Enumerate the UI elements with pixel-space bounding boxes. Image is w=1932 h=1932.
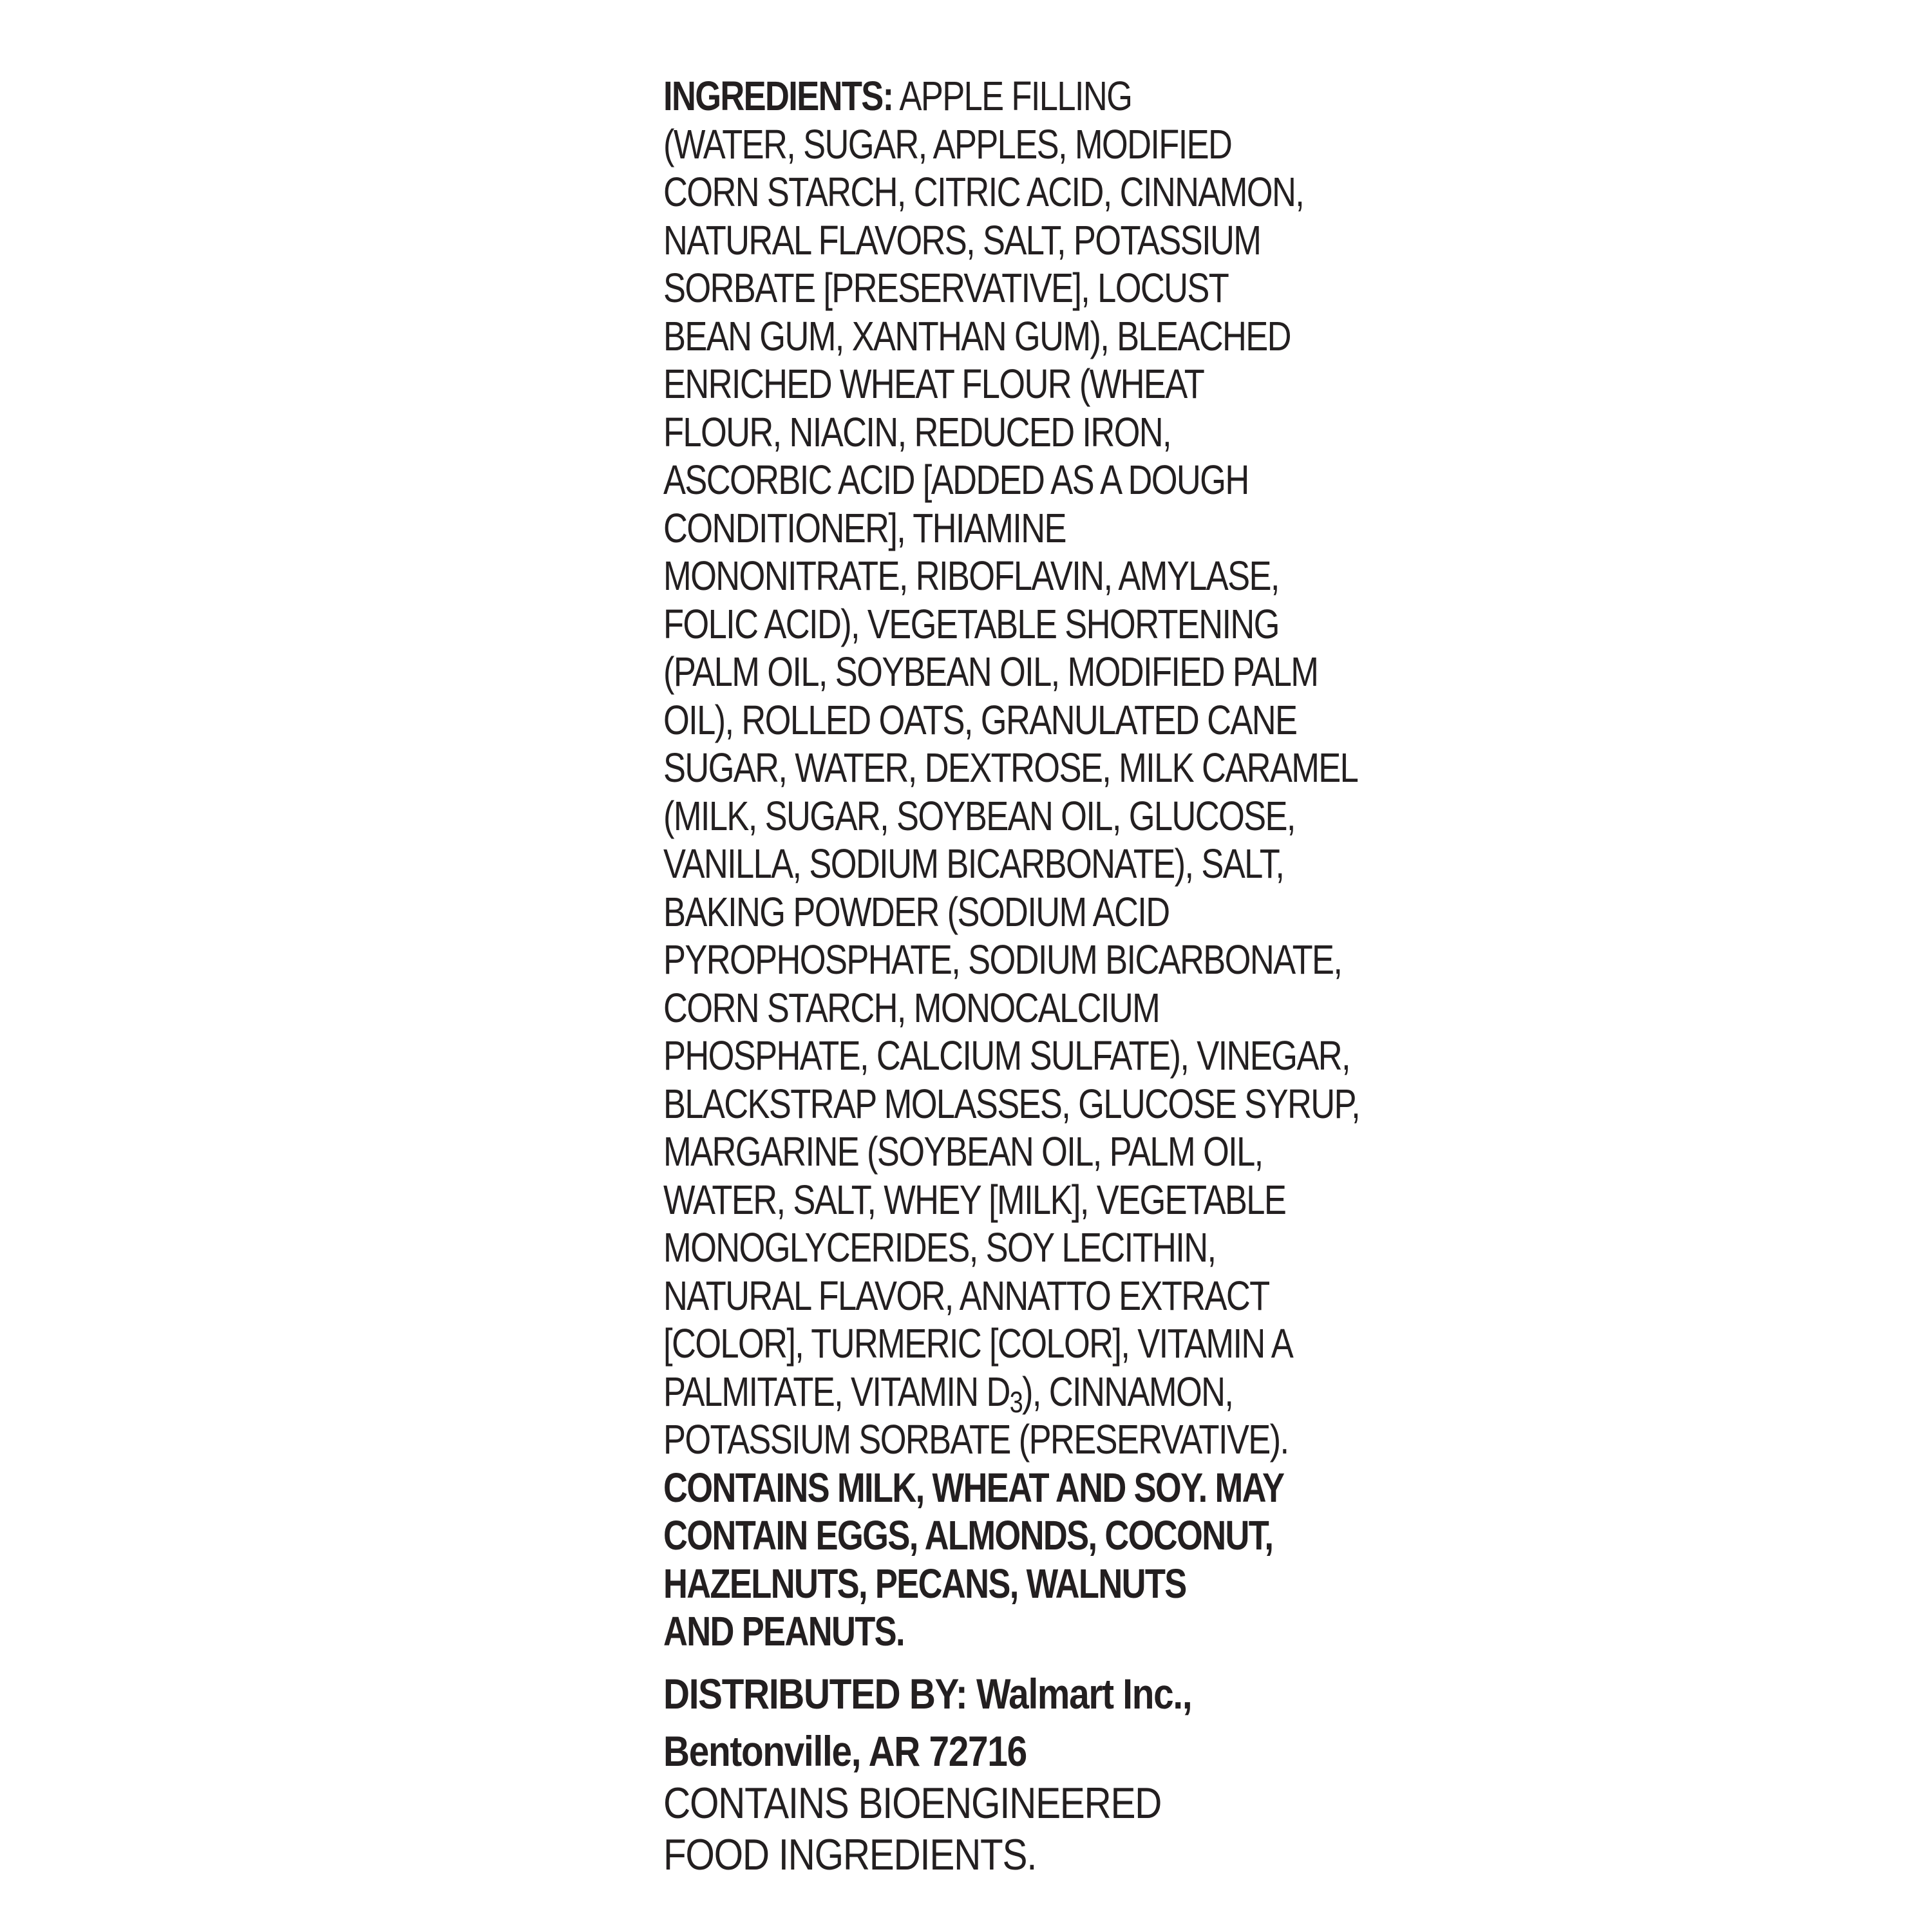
vitamin-line-suffix: ), CINNAMON, <box>1022 1368 1233 1415</box>
ingredients-line: OIL), ROLLED OATS, GRANULATED CANE <box>663 696 1297 743</box>
ingredients-line: (WATER, SUGAR, APPLES, MODIFIED <box>663 120 1232 167</box>
allergen-line: CONTAINS MILK, WHEAT AND SOY. MAY <box>663 1464 1284 1511</box>
ingredients-line: CORN STARCH, CITRIC ACID, CINNAMON, <box>663 169 1304 215</box>
ingredients-line: ENRICHED WHEAT FLOUR (WHEAT <box>663 361 1204 407</box>
ingredients-line: PHOSPHATE, CALCIUM SULFATE), VINEGAR, <box>663 1032 1350 1079</box>
ingredients-line: FOLIC ACID), VEGETABLE SHORTENING <box>663 600 1279 647</box>
ingredients-line: WATER, SALT, WHEY [MILK], VEGETABLE <box>663 1176 1286 1223</box>
ingredients-line: SORBATE [PRESERVATIVE], LOCUST <box>663 265 1229 311</box>
ingredients-line: ASCORBIC ACID [ADDED AS A DOUGH <box>663 457 1249 503</box>
ingredients-line: MARGARINE (SOYBEAN OIL, PALM OIL, <box>663 1128 1263 1175</box>
ingredients-line: CONDITIONER], THIAMINE <box>663 504 1066 551</box>
vitamin-line-prefix: PALMITATE, VITAMIN D <box>663 1368 1010 1415</box>
ingredients-line: FLOUR, NIACIN, REDUCED IRON, <box>663 408 1171 455</box>
bioengineered-line: FOOD INGREDIENTS. <box>663 1830 1037 1879</box>
allergen-line: CONTAIN EGGS, ALMONDS, COCONUT, <box>663 1512 1273 1558</box>
bioengineered-line: CONTAINS BIOENGINEERED <box>663 1779 1162 1828</box>
ingredients-line: NATURAL FLAVOR, ANNATTO EXTRACT <box>663 1272 1269 1319</box>
ingredients-line: NATURAL FLAVORS, SALT, POTASSIUM <box>663 216 1261 263</box>
vitamin-subscript: 3 <box>1009 1385 1023 1419</box>
ingredients-line <box>663 72 1191 120</box>
ingredients-line: BLACKSTRAP MOLASSES, GLUCOSE SYRUP, <box>663 1080 1360 1127</box>
ingredients-line: (PALM OIL, SOYBEAN OIL, MODIFIED PALM <box>663 649 1318 695</box>
ingredients-panel <box>663 72 1360 1656</box>
ingredients-line: BAKING POWDER (SODIUM ACID <box>663 888 1170 935</box>
allergen-line: HAZELNUTS, PECANS, WALNUTS <box>663 1560 1186 1607</box>
ingredients-line: PYROPHOSPHATE, SODIUM BICARBONATE, <box>663 936 1342 983</box>
ingredients-line: SUGAR, WATER, DEXTROSE, MILK CARAMEL <box>663 744 1358 791</box>
ingredients-line: VANILLA, SODIUM BICARBONATE), SALT, <box>663 840 1284 887</box>
ingredients-line <box>663 1368 1233 1419</box>
ingredients-heading: INGREDIENTS: <box>663 73 893 119</box>
allergen-statement <box>663 1464 1284 1656</box>
ingredients-line: CORN STARCH, MONOCALCIUM <box>663 984 1160 1031</box>
bioengineered-disclosure <box>663 1777 1161 1880</box>
distributor-statement <box>663 1665 1191 1780</box>
distributor-line: DISTRIBUTED BY: Walmart Inc., <box>663 1670 1192 1718</box>
ingredients-line: POTASSIUM SORBATE (PRESERVATIVE). <box>663 1416 1289 1463</box>
allergen-line: AND PEANUTS. <box>663 1608 904 1654</box>
ingredients-first-line-text: APPLE FILLING <box>893 73 1132 119</box>
ingredients-line: MONOGLYCERIDES, SOY LECITHIN, <box>663 1224 1216 1271</box>
ingredients-line: MONONITRATE, RIBOFLAVIN, AMYLASE, <box>663 553 1279 599</box>
ingredients-line: BEAN GUM, XANTHAN GUM), BLEACHED <box>663 312 1291 359</box>
ingredients-line: [COLOR], TURMERIC [COLOR], VITAMIN A <box>663 1320 1293 1367</box>
ingredients-list <box>663 72 1360 1464</box>
distributor-address: Bentonville, AR 72716 <box>663 1727 1027 1775</box>
ingredients-line: (MILK, SUGAR, SOYBEAN OIL, GLUCOSE, <box>663 792 1295 839</box>
